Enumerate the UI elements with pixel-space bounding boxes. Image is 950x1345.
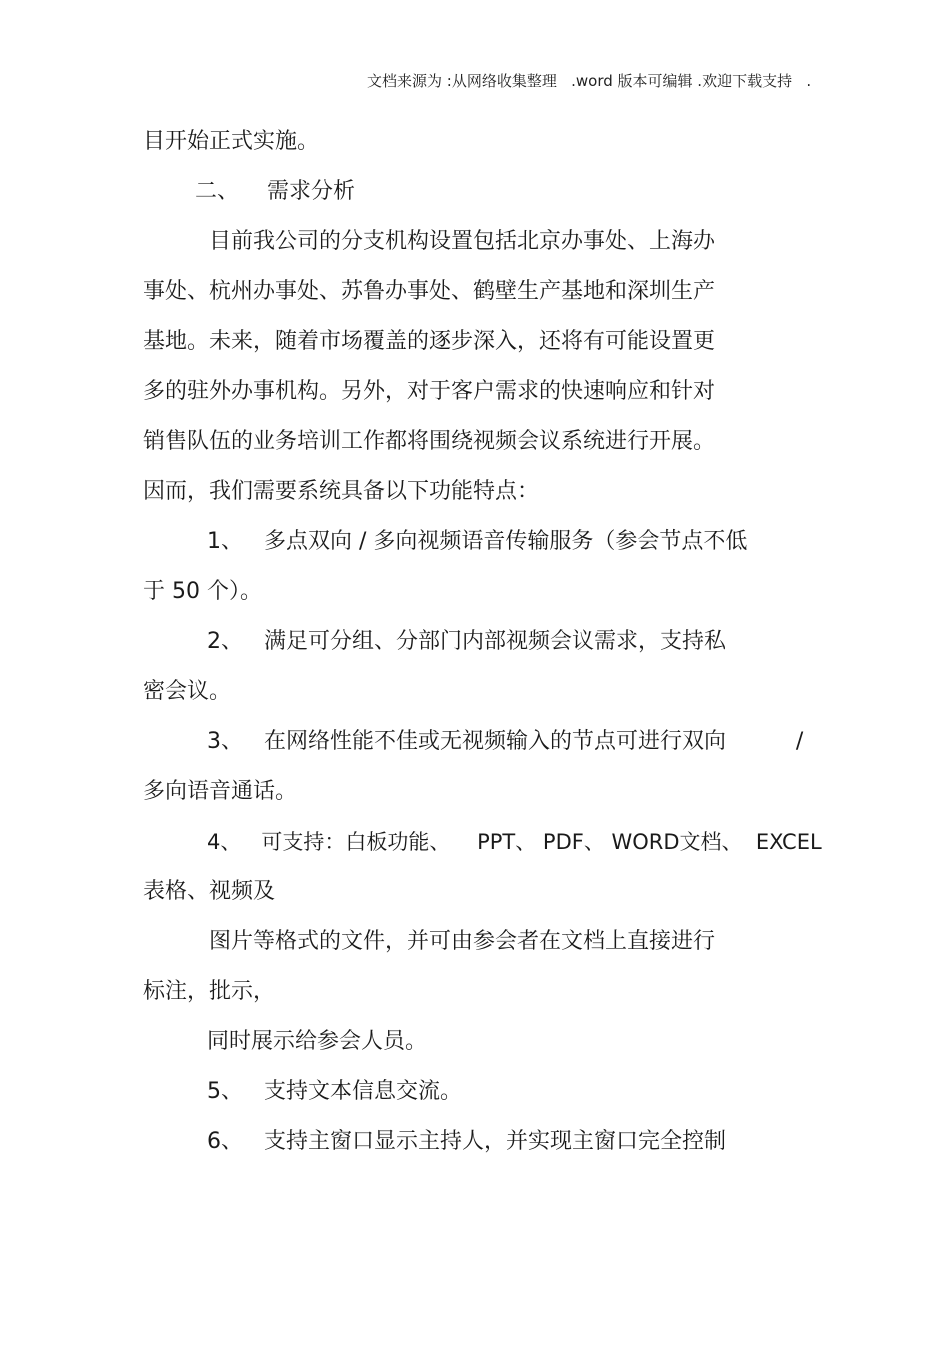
list-item-4-cont-4: 同时展示给参会人员。 <box>207 1029 428 1054</box>
text-line-1: 目开始正式实施。 <box>143 129 320 154</box>
list-item-3: 3、 在网络性能不佳或无视频输入的节点可进行双向 / <box>207 729 804 754</box>
list-item-3-cont: 多向语音通话。 <box>143 779 298 804</box>
list-item-4-cont: 表格、视频及 <box>143 879 276 904</box>
text-line-3: 目前我公司的分支机构设置包括北京办事处、上海办 <box>209 229 716 254</box>
list-item-2: 2、 满足可分组、分部门内部视频会议需求，支持私 <box>207 629 726 654</box>
list-item-4: 4、 可支持：白板功能、 PPT、 PDF、 WORD文档、 EXCEL <box>207 830 822 854</box>
list-item-4-cont-2: 图片等格式的文件，并可由参会者在文档上直接进行 <box>209 929 716 954</box>
list-item-6: 6、 支持主窗口显示主持人，并实现主窗口完全控制 <box>207 1129 726 1154</box>
text-line-7: 销售队伍的业务培训工作都将围绕视频会议系统进行开展。 <box>143 429 716 454</box>
section-heading: 二、 需求分析 <box>195 179 355 204</box>
text-line-8: 因而，我们需要系统具备以下功能特点： <box>143 479 540 504</box>
list-item-2-cont: 密会议。 <box>143 679 232 704</box>
text-line-5: 基地。未来，随着市场覆盖的逐步深入，还将有可能设置更 <box>143 329 716 354</box>
text-line-4: 事处、杭州办事处、苏鲁办事处、鹤壁生产基地和深圳生产 <box>143 279 716 304</box>
list-item-1-cont: 于 50 个）。 <box>143 579 262 604</box>
list-item-5: 5、 支持文本信息交流。 <box>207 1079 462 1104</box>
list-item-4-cont-3: 标注，批示， <box>143 979 276 1004</box>
list-item-1: 1、 多点双向 / 多向视频语音传输服务（参会节点不低 <box>207 529 748 554</box>
page-header: 文档来源为 :从网络收集整理 .word 版本可编辑 .欢迎下载支持 . <box>367 72 812 90</box>
text-line-6: 多的驻外办事机构。另外，对于客户需求的快速响应和针对 <box>143 379 716 404</box>
